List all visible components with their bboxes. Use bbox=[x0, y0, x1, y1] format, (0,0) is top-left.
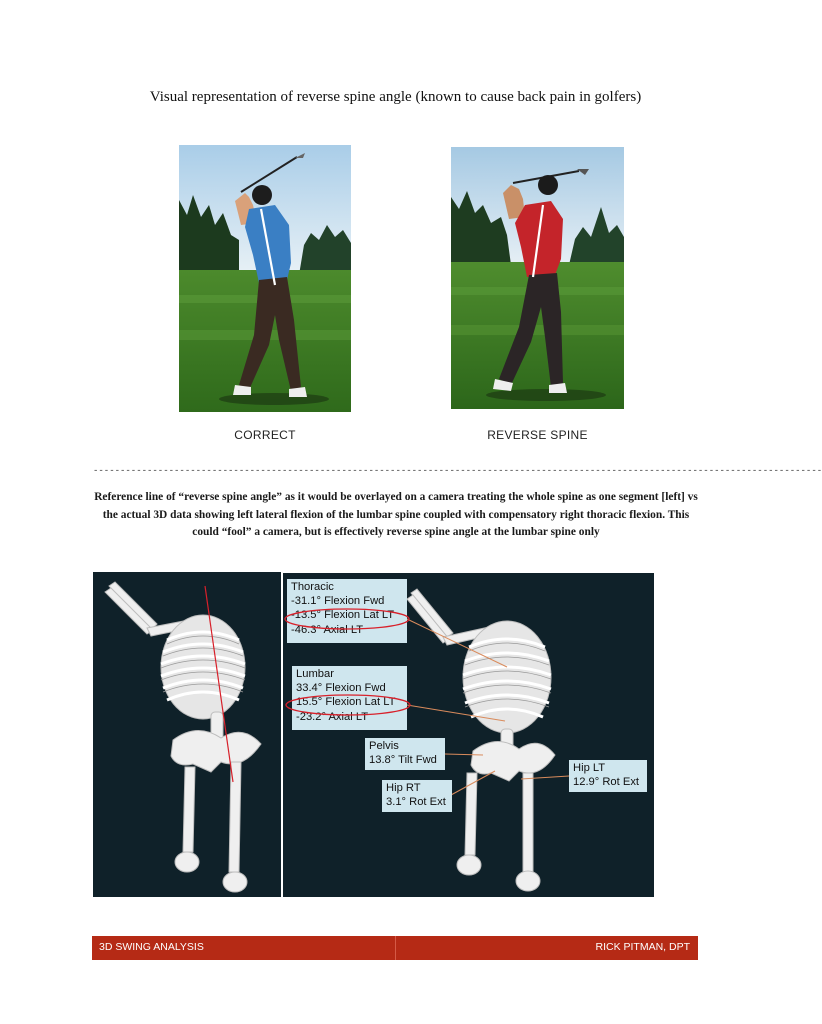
label-thoracic bbox=[287, 579, 407, 643]
label-lumbar bbox=[292, 666, 407, 730]
label-pelvis-tilt: 13.8° Tilt Fwd bbox=[369, 754, 437, 767]
label-lumbar-name: Lumbar bbox=[296, 668, 334, 680]
skeleton-panel-left bbox=[93, 572, 281, 897]
skeleton-left-image bbox=[93, 572, 281, 897]
label-lumbar-flexion-fwd: 33.4° Flexion Fwd bbox=[296, 682, 386, 695]
label-thoracic-flexion-fwd: -31.1° Flexion Fwd bbox=[291, 595, 385, 608]
dashed-divider: --------------------------------------------------------------------------------------------------------------------------------------- bbox=[93, 466, 822, 476]
label-pelvis bbox=[365, 738, 445, 770]
label-lumbar-axial: -23.2° Axial LT bbox=[296, 710, 369, 723]
label-hip-rt-rotation: 3.1° Rot Ext bbox=[386, 796, 446, 809]
footer-left-text: 3D SWING ANALYSIS bbox=[99, 941, 204, 953]
label-thoracic-axial: -46.3° Axial LT bbox=[291, 623, 364, 636]
photo-reverse-spine bbox=[451, 147, 624, 409]
label-pelvis-name: Pelvis bbox=[369, 740, 399, 752]
footer-bar bbox=[92, 936, 698, 960]
label-thoracic-flexion-lat: -13.5° Flexion Lat LT bbox=[291, 609, 395, 622]
golfer-reverse-spine-image bbox=[451, 147, 624, 409]
label-lumbar-flexion-lat: 15.5° Flexion Lat LT bbox=[296, 696, 396, 709]
label-hip-lt-name: Hip LT bbox=[573, 762, 606, 774]
footer-separator bbox=[395, 936, 396, 960]
label-thoracic-name: Thoracic bbox=[291, 581, 334, 593]
caption-reverse-spine: REVERSE SPINE bbox=[487, 428, 588, 442]
footer-right-text: RICK PITMAN, DPT bbox=[595, 941, 690, 953]
description-paragraph: Reference line of “reverse spine angle” as it would be overlayed on a camera treating the whole spine as one segment [left] vs the actual 3D data showing left lateral flexion of the lumbar spine coupled with compensatory right thoracic flexion. This could “fool” a camera, but is effectively reverse spine angle at the lumbar spine only bbox=[94, 491, 698, 538]
caption-correct: CORRECT bbox=[234, 428, 296, 442]
golfer-correct-image bbox=[179, 145, 351, 412]
page-title: Visual representation of reverse spine angle (known to cause back pain in golfers) bbox=[149, 89, 642, 105]
label-hip-lt bbox=[569, 760, 647, 792]
photo-correct bbox=[179, 145, 351, 412]
label-hip-lt-rotation: 12.9° Rot Ext bbox=[573, 776, 640, 789]
label-hip-rt-name: Hip RT bbox=[386, 782, 421, 794]
label-hip-rt bbox=[382, 780, 452, 812]
